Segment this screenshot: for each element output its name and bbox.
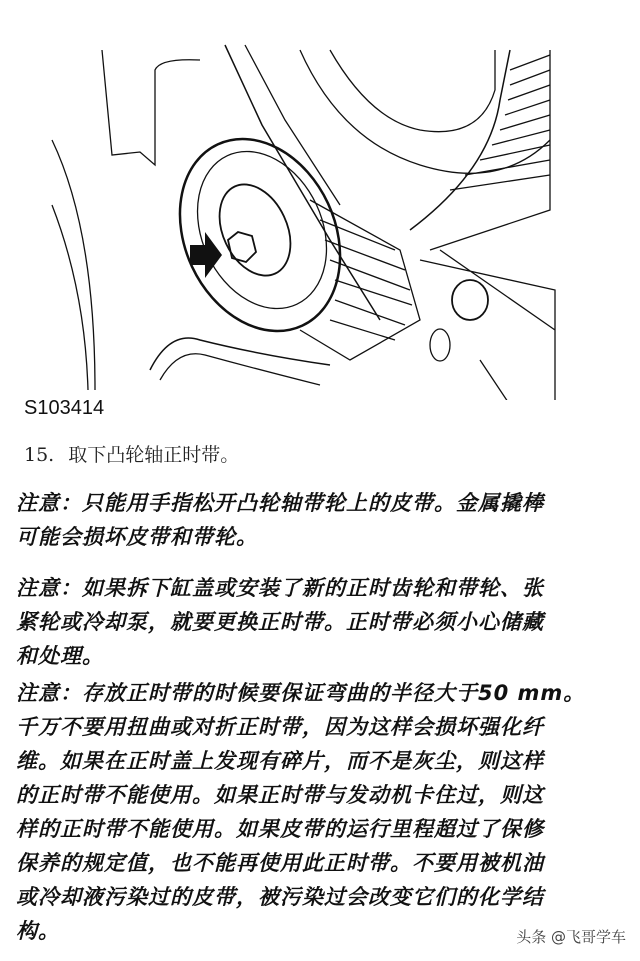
timing-belt-illustration bbox=[0, 0, 640, 400]
note-3 bbox=[16, 676, 636, 948]
note-line: 可能会损坏皮带和带轮。 bbox=[16, 525, 258, 549]
note-line: 维。如果在正时盖上发现有碎片，而不是灰尘，则这样 bbox=[16, 749, 544, 773]
note-1 bbox=[16, 486, 636, 554]
gear-teeth bbox=[320, 220, 412, 340]
note-line: 样的正时带不能使用。如果皮带的运行里程超过了保修 bbox=[16, 817, 544, 841]
note-line: 的正时带不能使用。如果正时带与发动机卡住过，则这 bbox=[16, 783, 544, 807]
tensioner-pulley bbox=[150, 113, 370, 358]
note-line: 保养的规定值，也不能再使用此正时带。不要用被机油 bbox=[16, 851, 544, 875]
step-number: 15. bbox=[24, 444, 55, 466]
watermark: 头条 @飞哥学车 bbox=[512, 926, 630, 947]
note-line: 注意：如果拆下缸盖或安装了新的正时齿轮和带轮、张 bbox=[16, 576, 544, 600]
bolt-right bbox=[452, 280, 488, 320]
note-2 bbox=[16, 571, 636, 673]
note-line: 和处理。 bbox=[16, 644, 104, 668]
figure-label: S103414 bbox=[24, 397, 105, 419]
note-line: 或冷却液污染过的皮带，被污染过会改变它们的化学结 bbox=[16, 885, 544, 909]
pulley-hub bbox=[206, 173, 305, 287]
note-line: 紧轮或冷却泵，就要更换正时带。正时带必须小心储藏 bbox=[16, 610, 544, 634]
note-line: 构。 bbox=[16, 919, 60, 943]
note-line: 注意：只能用手指松开凸轮轴带轮上的皮带。金属撬棒 bbox=[16, 491, 544, 515]
step-text: 取下凸轮轴正时带。 bbox=[68, 444, 240, 466]
note-line: 注意：存放正时带的时候要保证弯曲的半径大于50 mm。 bbox=[16, 681, 586, 705]
note-line: 千万不要用扭曲或对折正时带，因为这样会损坏强化纤 bbox=[16, 715, 544, 739]
crankshaft-gear bbox=[300, 200, 420, 360]
step-15 bbox=[24, 440, 253, 467]
pulley-bolt bbox=[228, 232, 256, 262]
